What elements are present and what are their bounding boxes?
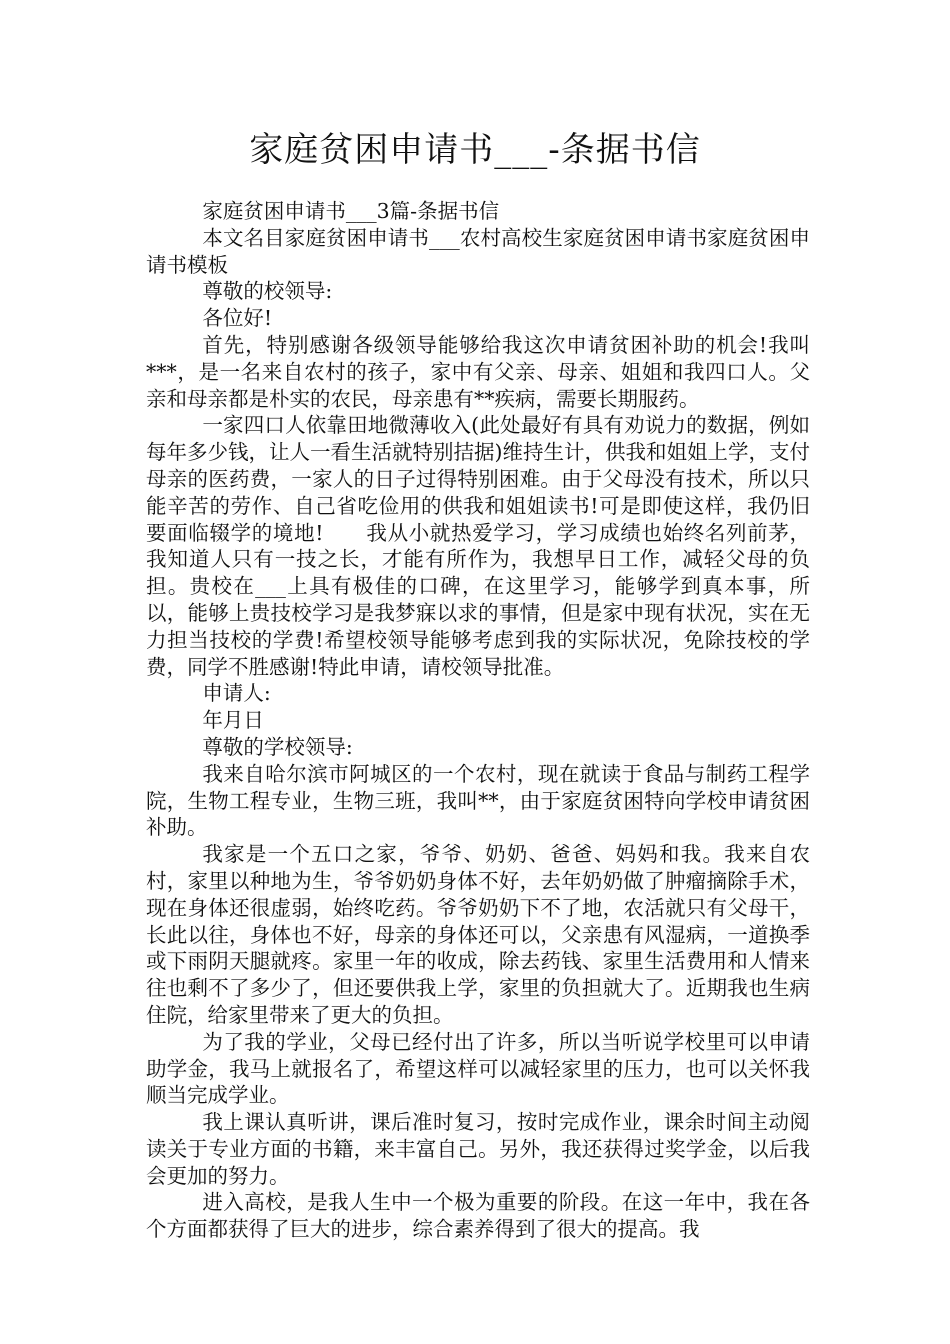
paragraph-body: 一家四口人依靠田地微薄收入(此处最好有具有劝说力的数据，例如每年多少钱，让人一看生活就特别拮据)维持生计，供我和姐姐上学，支付母亲的医药费，一家人的日子过得特别困难。由于父母没有技术，所以只能辛苦的劳作、自己省吃俭用的供我和姐姐读书!可是即使这样，我仍旧要面临辍学的境地! 我从小就热爱学习，学习成绩也始终名列前茅，我知道人只有一技之长，才能有所作为，我想早日工作，减轻父母的负担。贵校在___上具有极佳的口碑，在这里学习，能够学到真本事，所以，能够上贵技校学习是我梦寐以求的事情，但是家中现有状况，实在无力担当技校的学费!希望校领导能够考虑到我的实际状况，免除技校的学费，同学不胜感谢!特此申请，请校领导批准。 (146, 413, 810, 679)
paragraph-date: 年月日 (202, 708, 264, 733)
paragraph-subtitle: 家庭贫困申请书___3篇-条据书信 (202, 199, 500, 223)
paragraph-body: 进入高校，是我人生中一个极为重要的阶段。在这一年中，我在各个方面都获得了巨大的进步，综合素养得到了很大的提高。我 (146, 1190, 810, 1242)
paragraph-body: 我来自哈尔滨市阿城区的一个农村，现在就读于食品与制药工程学院，生物工程专业，生物三班，我叫**，由于家庭贫困特向学校申请贫困补助。 (146, 761, 810, 840)
paragraph-body: 我家是一个五口之家，爷爷、奶奶、爸爸、妈妈和我。我来自农村，家里以种地为生，爷爷奶奶身体不好，去年奶奶做了肿瘤摘除手术，现在身体还很虚弱，始终吃药。爷爷奶奶下不了地，农活就只有父母干，长此以往，身体也不好，母亲的身体还可以，父亲患有风湿病，一道换季或下雨阴天腿就疼。家里一年的收成，除去药钱、家里生活费用和人情来往也剩不了多少了，但还要供我上学，家里的负担就大了。近期我也生病住院，给家里带来了更大的负担。 (146, 842, 810, 1027)
paragraph-salutation-2: 尊敬的学校领导: (202, 734, 353, 759)
paragraph-salutation: 尊敬的校领导: (202, 279, 333, 304)
paragraph-contents: 本文名目家庭贫困申请书___农村高校生家庭贫困申请书家庭贫困申请书模板 (146, 225, 810, 277)
document-title: 家庭贫困申请书___-条据书信 (249, 130, 701, 170)
paragraph-applicant: 申请人: (202, 681, 271, 706)
paragraph-body: 我上课认真听讲，课后准时复习，按时完成作业，课余时间主动阅读关于专业方面的书籍，来丰富自己。另外，我还获得过奖学金，以后我会更加的努力。 (146, 1110, 810, 1188)
document-body (146, 198, 810, 1243)
paragraph-greeting: 各位好! (202, 306, 273, 331)
paragraph-body: 为了我的学业，父母已经付出了许多，所以当听说学校里可以申请助学金，我马上就报名了，希望这样可以减轻家里的压力，也可以关怀我顺当完成学业。 (146, 1029, 810, 1108)
paragraph-body: 首先，特别感谢各级领导能够给我这次申请贫困补助的机会!我叫***，是一名来自农村的孩子，家中有父亲、母亲、姐姐和我四口人。父亲和母亲都是朴实的农民，母亲患有**疾病，需要长期服药。 (146, 332, 810, 411)
